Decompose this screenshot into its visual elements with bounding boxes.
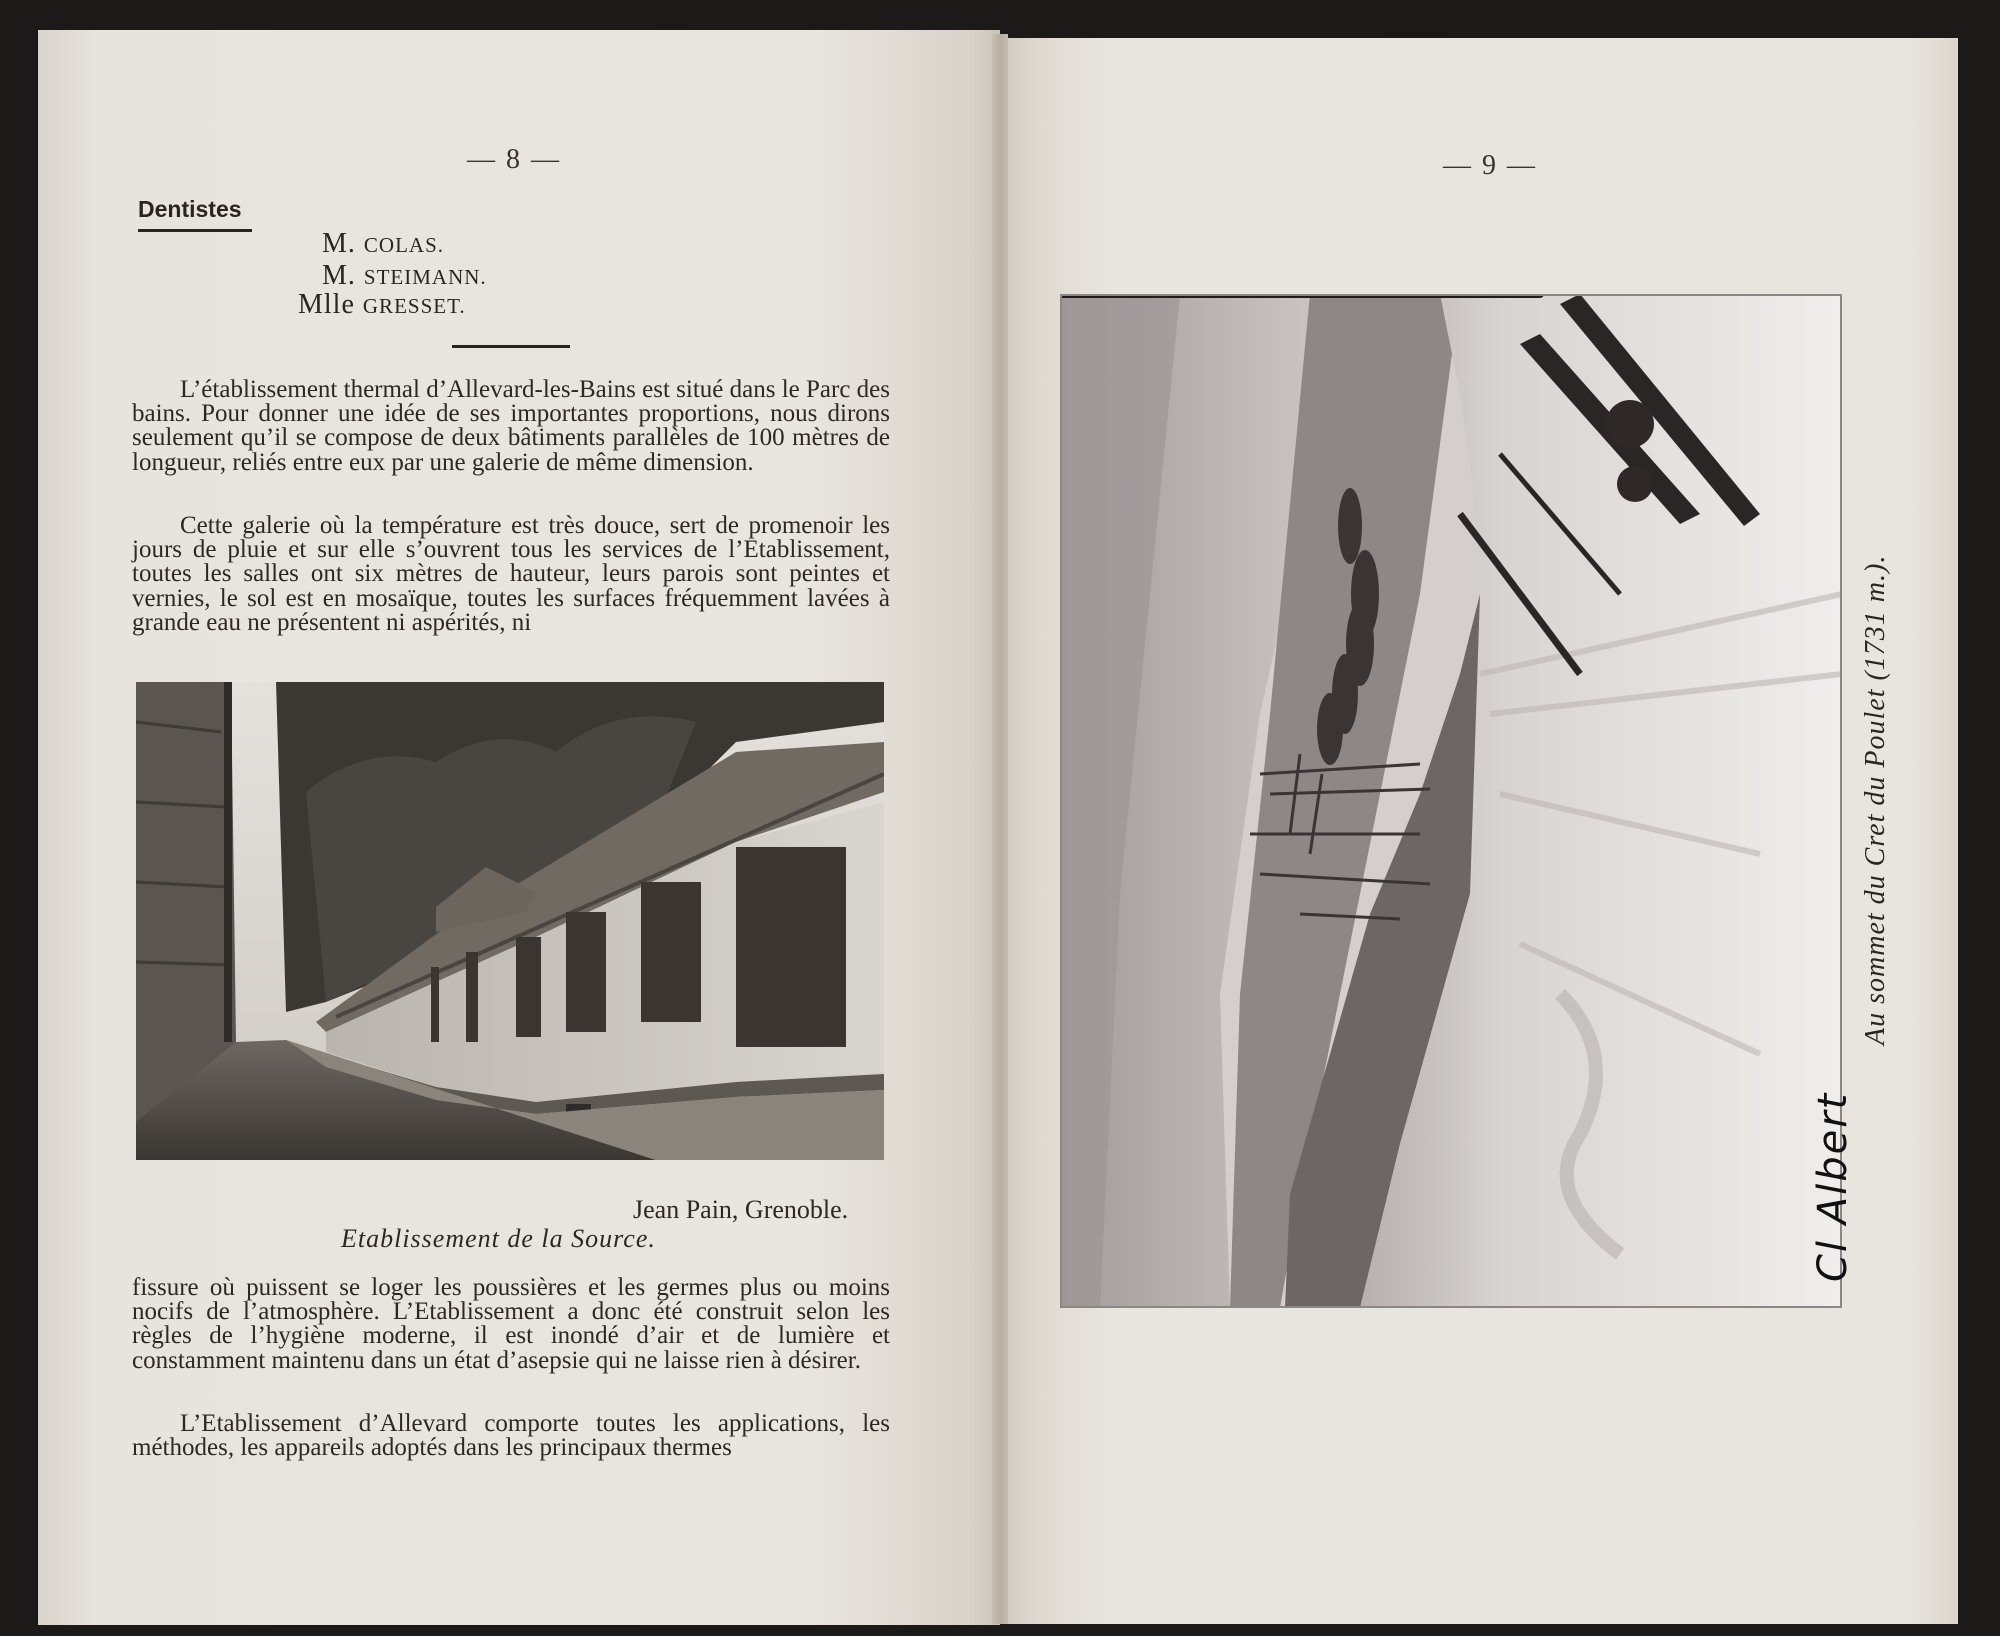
book-gutter (992, 34, 1008, 1624)
body-paragraph: L’Etablissement d’Allevard comporte toutes les applications, les méthodes, les appareils adoptés dans les principaux thermes (132, 1410, 890, 1462)
photo-caption: Etablissement de la Source. (341, 1224, 656, 1253)
name-entry: M. STEIMANN. (322, 260, 487, 291)
building-photo (136, 682, 884, 1160)
page-number-right: — 9 — (1443, 150, 1537, 181)
mountain-skiers-photo (1060, 294, 1842, 1308)
name-entry: Mlle GRESSET. (298, 289, 466, 320)
section-divider (452, 345, 570, 348)
body-paragraph: fissure où puissent se loger les poussières et les germes plus ou moins nocifs de l’atmosphère. L’Etablissement a donc été construit selon les règles de l’hygiène moderne, il est inondé d’air et de lumière et constamment maintenu dans un état d’asepsie qui ne laisse rien à désirer. (132, 1274, 890, 1374)
photo-credit: Jean Pain, Grenoble. (633, 1195, 849, 1224)
rotated-photo-caption: Au sommet du Cret du Poulet (1731 m.). (1860, 554, 1891, 1045)
heading-underline (138, 229, 252, 232)
body-paragraph: Cette galerie où la température est très douce, sert de promenoir les jours de pluie et sur elle s’ouvrent tous les services de l’Etablissement, toutes les salles ont six mètres de hauteur, leurs parois sont peintes et vernies, le sol est en mosaïque, toutes les surfaces fréquemment lavées à grande eau ne présentent ni aspérités, ni (132, 512, 890, 636)
body-paragraph: L’établissement thermal d’Allevard-les-Bains est situé dans le Parc des bains. Pour donner une idée de ses importantes proportions, nous dirons seulement qu’il se compose de deux bâtiments parallèles de 100 mètres de longueur, reliés entre eux par une galerie de même dimension. (132, 376, 890, 476)
section-heading: Dentistes (138, 196, 242, 222)
page-number-left: — 8 — (467, 144, 561, 175)
photo-signature: Cl Albert (1810, 1091, 1856, 1282)
name-entry: M. COLAS. (322, 228, 445, 259)
